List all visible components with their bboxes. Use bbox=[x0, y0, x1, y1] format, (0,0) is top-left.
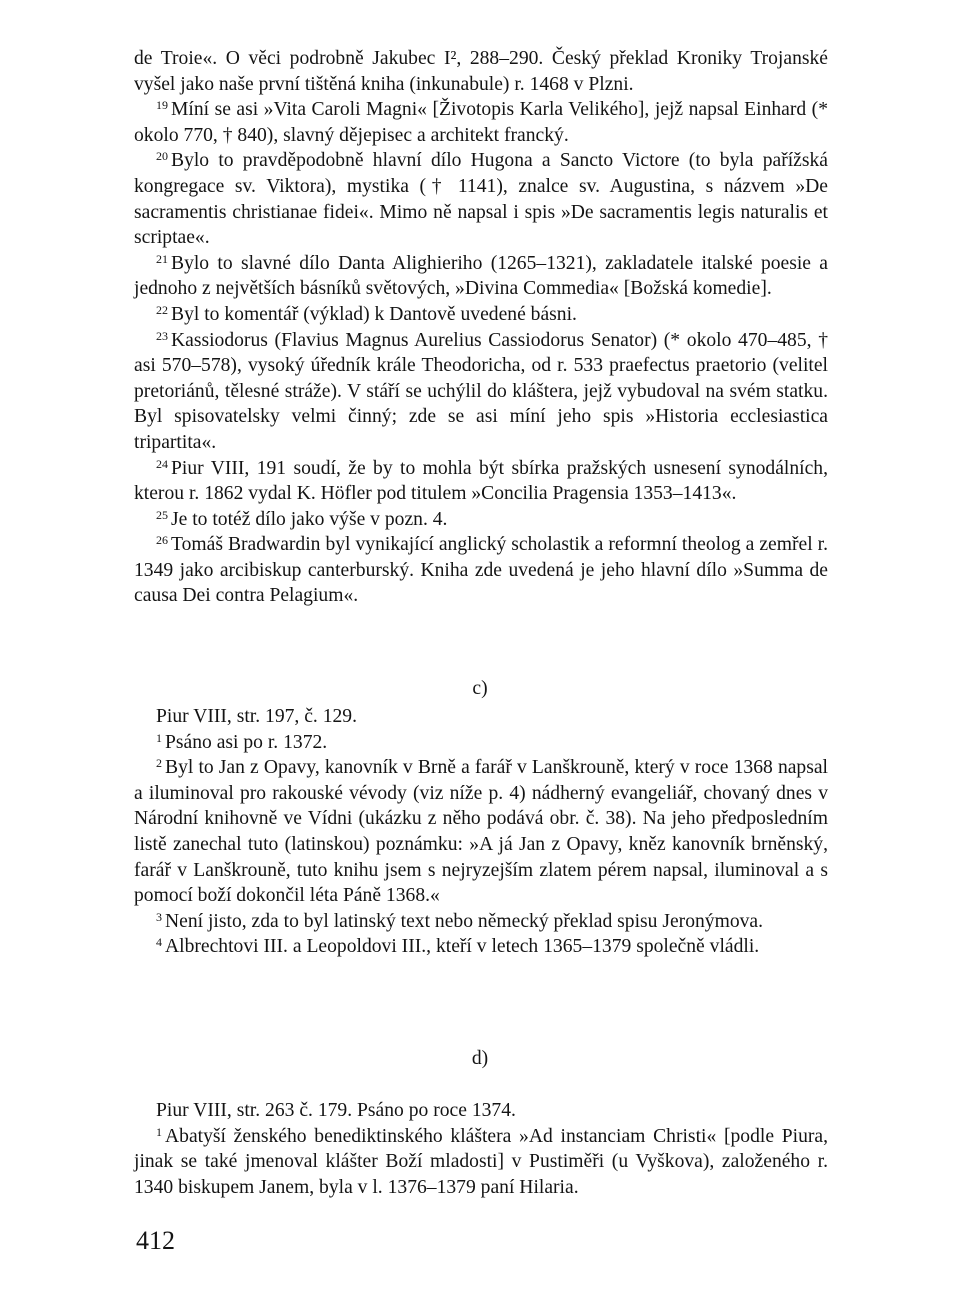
footnote-c-2: $^2$ Byl to Jan z Opavy, kanovník v Brně a farář v Lanškrouně, který v roce 1368 napsal a iluminoval pro rakouské vévody (viz níže p. 4) nádherný evangeliář, chovaný dnes v Národní knihovně ve Vídni (ukázku z něho podává obr. č. 38). Na jeho předposledním listě zanechal tuto (latinskou) poznámku: »A já Jan z Opavy, kněz kanovník brněnský, farář v Lanškrouně, tuto knihu jsem s nejryzejším zlatem pérem napsal, iluminoval a s pomocí boží dokončil léta Páně 1368.« bbox=[134, 756, 828, 907]
page-number: 412 bbox=[136, 1226, 175, 1255]
footnote-c-3: $^3$ Není jisto, zda to byl latinský text nebo německý překlad spisu Jeronýmova. bbox=[156, 909, 764, 932]
footnote-19: $^{19}$ Míní se asi »Vita Caroli Magni« [Životopis Karla Velikého], jejž napsal Einhard (* okolo 770, † 840), slavný dějepisec a architekt francký. bbox=[134, 98, 828, 146]
footnote-d-1: $^1$ Abatyší ženského benediktinského kláštera »Ad instanciam Christi« [podle Piura, jinak se také jmenoval klášter Boží mladosti] v Pustiměři (u Vyškova), založeného r. 1340 biskupem Janem, byla v l. 1376–1379 paní Hilaria. bbox=[134, 1124, 828, 1198]
footnote-24: $^{24}$ Piur VIII, 191 soudí, že by to mohla být sbírka pražských usnesení synodálních, kterou r. 1862 vydal K. Höfler pod titulem »Concilia Pragensia 1353–1413«. bbox=[134, 456, 828, 505]
footnote-c-4: $^4$ Albrechtovi III. a Leopoldovi III., kteří v letech 1365–1379 společně vládli. bbox=[156, 935, 760, 958]
footnote-continuation: de Troie«. O věci podrobně Jakubec I², 288–290. Český překlad Kroniky Trojanské vyšel jako naše první tištěná kniha (inkunabule) r. 1468 v Plzni. bbox=[134, 48, 828, 95]
footnote-26: $^{26}$ Tomáš Bradwardin byl vynikající anglický scholastik a reformní theolog a zemřel r. 1349 jako arcibiskup canterburský. Kniha zde uvedená je jeho hlavní dílo »Summa de causa Dei contra Pelagium«. bbox=[134, 533, 828, 607]
source-note-c: Piur VIII, str. 197, č. 129. bbox=[156, 706, 358, 727]
footnote-20: $^{20}$ Bylo to pravděpodobně hlavní dílo Hugona a Sancto Victore (to byla pařížská kongregace sv. Viktora), mystika († 1141), znalce sv. Augustina, s názvem »De sacramentis christianae fidei«. Mimo ně napsal i spis »De sacramentis legis naturalis et scriptae«. bbox=[134, 149, 828, 249]
footnote-21: $^{21}$ Bylo to slavné dílo Danta Alighieriho (1265–1321), zakladatele italské poesie a jednoho z největších básníků světových, »Divina Commedia« [Božská komedie]. bbox=[134, 251, 828, 300]
footnote-23: $^{23}$ Kassiodorus (Flavius Magnus Aurelius Cassiodorus Senator) (* okolo 470–485, † asi 570–578), vysoký úředník krále Theodoricha, od r. 533 praefectus praetorio (velitel pretoriánů, tělesné stráže). V stáří se uchýlil do kláštera, jejž vybudoval na svém statku. Byl spisovatelsky velmi činný; zde se asi míní jeho spis »Historia ecclesiastica tripartita«. bbox=[134, 328, 828, 453]
footnotes-d bbox=[134, 1098, 828, 1200]
footnotes-b bbox=[134, 46, 828, 609]
footnotes-c bbox=[134, 704, 828, 960]
section-heading-c: c) bbox=[472, 678, 488, 699]
section-heading-d: d) bbox=[471, 1048, 489, 1069]
footnote-22: $^{22}$ Byl to komentář (výklad) k Dantově uvedené básni. bbox=[156, 302, 577, 325]
footnote-c-1: $^1$ Psáno asi po r. 1372. bbox=[156, 730, 328, 753]
footnote-25: $^{25}$ Je to totéž dílo jako výše v pozn. 4. bbox=[156, 507, 448, 530]
source-note-d: Piur VIII, str. 263 č. 179. Psáno po roce 1374. bbox=[156, 1100, 516, 1121]
